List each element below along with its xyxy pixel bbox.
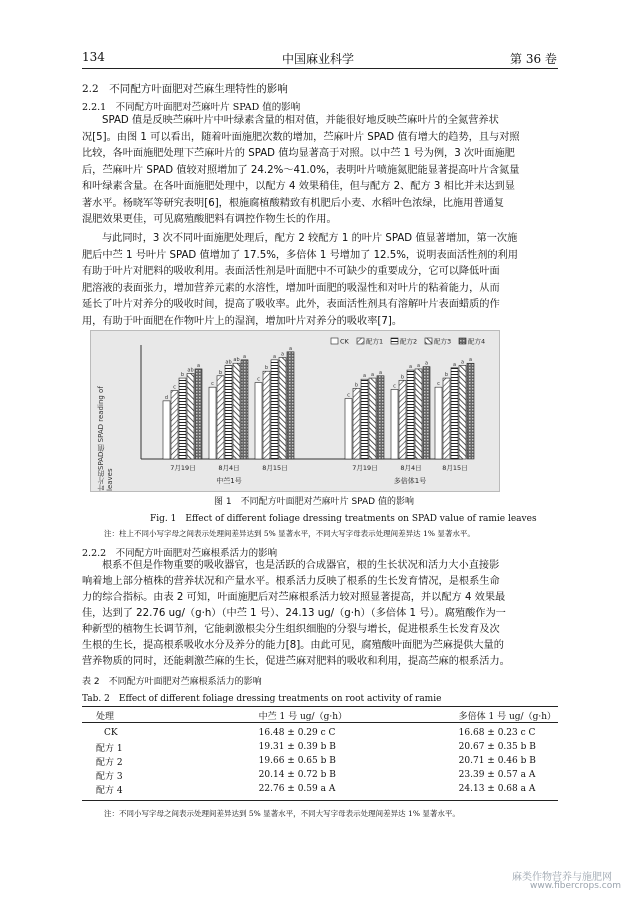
bar [179, 378, 186, 459]
bar-significance-label: a [408, 364, 413, 371]
legend-swatch [391, 338, 398, 344]
legend-item: 配方4 [468, 337, 486, 346]
bar-significance-label: c [211, 381, 214, 388]
bar-significance-label: c [173, 384, 176, 391]
bar-significance-label: b [264, 365, 269, 372]
text-line: 用，有助于叶面肥在作物叶片上的湿润，增加叶片对养分的吸收率[7]。 [82, 315, 403, 327]
text-line: 著水平。杨晓军等研究表明[6]，根施腐植酸精致有机肥后小麦、水稻叶色浓绿，比施用普通复 [82, 197, 504, 209]
bar-significance-label: b [444, 372, 449, 379]
section-heading-2-2: 2.2 不同配方叶面肥对苎麻生理特性的影响 [82, 83, 288, 95]
table-header-cell: 中苎 1 号 ug/（g·h） [258, 711, 347, 722]
paragraph-spad [82, 113, 520, 229]
bar [451, 368, 458, 459]
table-bottom-rule [82, 800, 558, 801]
bar-significance-label: c [437, 381, 440, 388]
bar [171, 391, 178, 459]
bar [423, 367, 430, 459]
bar-significance-label: ab [187, 367, 194, 374]
x-tick-label: 7月19日 [170, 464, 196, 472]
text-line: 后，苎麻叶片 SPAD 值较对照增加了 24.2%～41.0%，表明叶片喷施氮肥能显著提高叶片含氮量 [82, 164, 520, 176]
text-line: 肥后中苎 1 号叶片 SPAD 值增加了 17.5%，多倍体 1 号增加了 12.5%，说明表面活性剂的利用 [82, 249, 518, 261]
table-cell: 20.67 ± 0.35 b B [458, 742, 536, 752]
table-cell: 22.76 ± 0.59 a A [258, 784, 336, 794]
bar [435, 387, 442, 459]
table-cell: 19.66 ± 0.65 b B [258, 756, 336, 766]
bar [415, 369, 422, 459]
legend-item: CK [340, 337, 349, 346]
bar-significance-label: ab [233, 357, 240, 364]
text-line: 比较，各叶面施肥处理下苎麻叶片的 SPAD 值均显著高于对照。以中苎 1 号为例，3 次叶面施肥 [82, 148, 515, 159]
figure-1 [90, 330, 500, 492]
x-tick-label: 8月4日 [400, 464, 422, 472]
table-cell: 23.39 ± 0.57 a A [458, 770, 536, 780]
y-axis-label: 叶片的SPAD值 SPAD reading of leaves [97, 386, 114, 491]
text-line: 混肥效果更佳，可见腐殖酸肥料有调控作物生长的作用。 [82, 214, 337, 225]
bar [459, 366, 466, 459]
legend-swatch [357, 338, 364, 344]
paragraph-root-activity [82, 558, 510, 670]
bar [263, 371, 270, 459]
legend-swatch [331, 338, 338, 344]
table-cell: CK [104, 728, 118, 738]
bar [279, 358, 286, 459]
table-cell: 配方 2 [96, 757, 123, 768]
bar-significance-label: b [218, 369, 223, 376]
bar [399, 380, 406, 459]
bar-significance-label: d [164, 394, 169, 401]
text-line: 佳，达到了 22.76 ug/（g·h）（中苎 1 号）、24.13 ug/（g·h）（多倍体 1 号）。腐殖酸作为一 [82, 608, 506, 619]
group-label: 中苎1号 [216, 477, 242, 485]
bar [369, 378, 376, 459]
legend-swatch [459, 338, 466, 344]
watermark-url: www.fibercrops.com [530, 881, 621, 891]
bar-significance-label: c [257, 376, 260, 383]
legend-item: 配方1 [366, 337, 384, 346]
figure-1-caption-en: Fig. 1 Effect of different foliage dressing treatments on SPAD value of ramie leaves [150, 514, 537, 524]
figure-1-note: 注：柱上不同小写字母之间表示处理间差异达到 5% 显著水平，不同大写字母表示处理间差异达 1% 显著水平。 [104, 529, 475, 538]
bar [345, 399, 352, 459]
bar-significance-label: ab [225, 359, 232, 366]
watermark-text: 麻类作物营养与施肥网 [512, 872, 612, 883]
bar-significance-label: a [288, 345, 293, 352]
x-tick-label: 8月15日 [442, 464, 468, 472]
text-line: 根系不但是作物重要的吸收器官，也是活跃的合成器官，根的生长状况和活力大小直接影 [102, 560, 500, 571]
x-tick-label: 8月15日 [262, 464, 288, 472]
section-heading-2-2-1: 2.2.1 不同配方叶面肥对苎麻叶片 SPAD 值的影响 [82, 102, 301, 113]
bar-significance-label: a [424, 360, 429, 367]
bar [195, 369, 202, 459]
bar-significance-label: a [452, 361, 457, 368]
bar-significance-label: a [242, 353, 247, 360]
bar [209, 387, 216, 459]
volume-label: 第 36 卷 [510, 52, 557, 66]
table-row [82, 782, 558, 796]
bar-significance-label: a [272, 353, 277, 360]
bar-significance-label: c [347, 392, 350, 399]
table-2-note: 注：不同小写字母之间表示处理间差异达到 5% 显著水平，不同大写字母表示处理间差异达 1% 显著水平。 [104, 809, 460, 818]
table-header-cell: 多倍体 1 号 ug/（g·h） [458, 711, 556, 722]
bar-significance-label: a [378, 369, 383, 376]
table-top-rule [82, 706, 558, 707]
bar [377, 376, 384, 459]
text-line: 与此同时，3 次不同叶面施肥处理后，配方 2 较配方 1 的叶片 SPAD 值显著增加，第一次施 [102, 233, 518, 244]
bar-significance-label: a [280, 351, 285, 358]
bar-significance-label: b [400, 374, 405, 381]
table-cell: 24.13 ± 0.68 a A [458, 784, 536, 794]
table-cell: 19.31 ± 0.39 b B [258, 742, 336, 752]
bar [407, 370, 414, 459]
bar-significance-label: a [362, 373, 367, 380]
table-2-title-en: Tab. 2 Effect of different foliage dressing treatments on root activity of ramie [82, 694, 442, 704]
figure-1-caption-cn: 图 1 不同配方叶面肥对苎麻叶片 SPAD 值的影响 [214, 497, 414, 507]
bar [361, 379, 368, 459]
journal-title: 中国麻业科学 [282, 52, 355, 66]
bar-significance-label: a [196, 362, 201, 369]
page-number: 134 [82, 50, 105, 64]
bar [255, 383, 262, 459]
bar [233, 363, 240, 459]
table-cell: 20.71 ± 0.46 b B [458, 756, 536, 766]
bar [391, 389, 398, 459]
header-rule [82, 68, 558, 69]
text-line: 力的综合指标。由表 2 可知，叶面施肥后对苎麻根系活力较对照显著提高，并以配方 4 效果最 [82, 592, 506, 603]
bar-significance-label: b [180, 372, 185, 379]
table-cell: 20.14 ± 0.72 b B [258, 770, 336, 780]
text-line: 种新型的植物生长调节剂，它能刺激根尖分生组织细胞的分裂与增长，促进根系生长发育及次 [82, 624, 500, 635]
table-row [82, 740, 558, 754]
bar-significance-label: a [460, 359, 465, 366]
legend-item: 配方3 [434, 337, 452, 346]
text-line: 延长了叶片对养分的吸收时间，提高了吸收率。此外，表面活性剂具有溶解叶片表面蜡质的作 [82, 299, 500, 310]
bar [353, 388, 360, 459]
bar [163, 401, 170, 459]
spad-bar-chart [91, 331, 499, 491]
bar [271, 360, 278, 459]
bar-significance-label: a [468, 357, 473, 364]
bar-significance-label: c [393, 383, 396, 390]
text-line: 和叶绿素含量。在各叶面施肥处理中，以配方 4 效果稍佳，但与配方 2、配方 3 相比并未达到显 [82, 181, 515, 192]
bar [467, 363, 474, 459]
x-tick-label: 8月4日 [218, 464, 240, 472]
table-2-title-cn: 表 2 不同配方叶面肥对苎麻根系活力的影响 [82, 677, 262, 687]
bar [287, 352, 294, 459]
text-line: 况[5]。由图 1 可以看出，随着叶面施肥次数的增加，苎麻叶片 SPAD 值有增大的趋势，且与对照 [82, 131, 520, 143]
table-row [82, 768, 558, 782]
text-line: SPAD 值是反映苎麻叶片中叶绿素含量的相对值，并能很好地反映苎麻叶片的全氮营养状 [102, 115, 499, 126]
table-cell: 配方 3 [96, 771, 123, 782]
bar [443, 378, 450, 459]
x-tick-label: 7月19日 [352, 464, 378, 472]
table-2 [82, 708, 558, 796]
bar-significance-label: a [416, 362, 421, 369]
bar [241, 360, 248, 459]
text-line: 响着地上部分植株的营养状况和产量水平。根系活力反映了根系的生长发育情况，是根系生命 [82, 576, 500, 587]
bar-significance-label: b [354, 382, 359, 389]
legend-swatch [425, 338, 432, 344]
bar-significance-label: a [370, 372, 375, 379]
text-line: 生根的生长，提高根系吸收水分及养分的能力[8]。由此可见，腐殖酸叶面肥为苎麻提供大量的 [82, 640, 504, 651]
paragraph-surfactant [82, 231, 518, 330]
table-cell: 16.68 ± 0.23 c C [458, 728, 536, 738]
text-line: 有助于叶片对肥料的吸收利用。表面活性剂是叶面肥中不可缺少的重要成分，它可以降低叶面 [82, 266, 500, 277]
legend-item: 配方2 [400, 337, 418, 346]
table-header-row [82, 708, 558, 723]
table-row [82, 726, 558, 740]
section-heading-2-2-2: 2.2.2 不同配方叶面肥对苎麻根系活力的影响 [82, 548, 278, 559]
table-cell: 配方 4 [96, 785, 123, 796]
bar [225, 366, 232, 459]
bar [187, 374, 194, 460]
bar [217, 376, 224, 459]
table-row [82, 754, 558, 768]
table-cell: 16.48 ± 0.29 c C [258, 728, 336, 738]
table-header-cell: 处理 [96, 711, 115, 722]
group-label: 多倍体1号 [393, 477, 427, 485]
text-line: 营养物质的同时，还能刺激苎麻的生长，促进苎麻对肥料的吸收和利用，提高苎麻的根系活力。 [82, 656, 510, 667]
table-cell: 配方 1 [96, 743, 123, 754]
text-line: 肥溶液的表面张力，增加营养元素的水溶性，增加叶面肥的吸湿性和对叶片的粘着能力，从而 [82, 282, 500, 294]
